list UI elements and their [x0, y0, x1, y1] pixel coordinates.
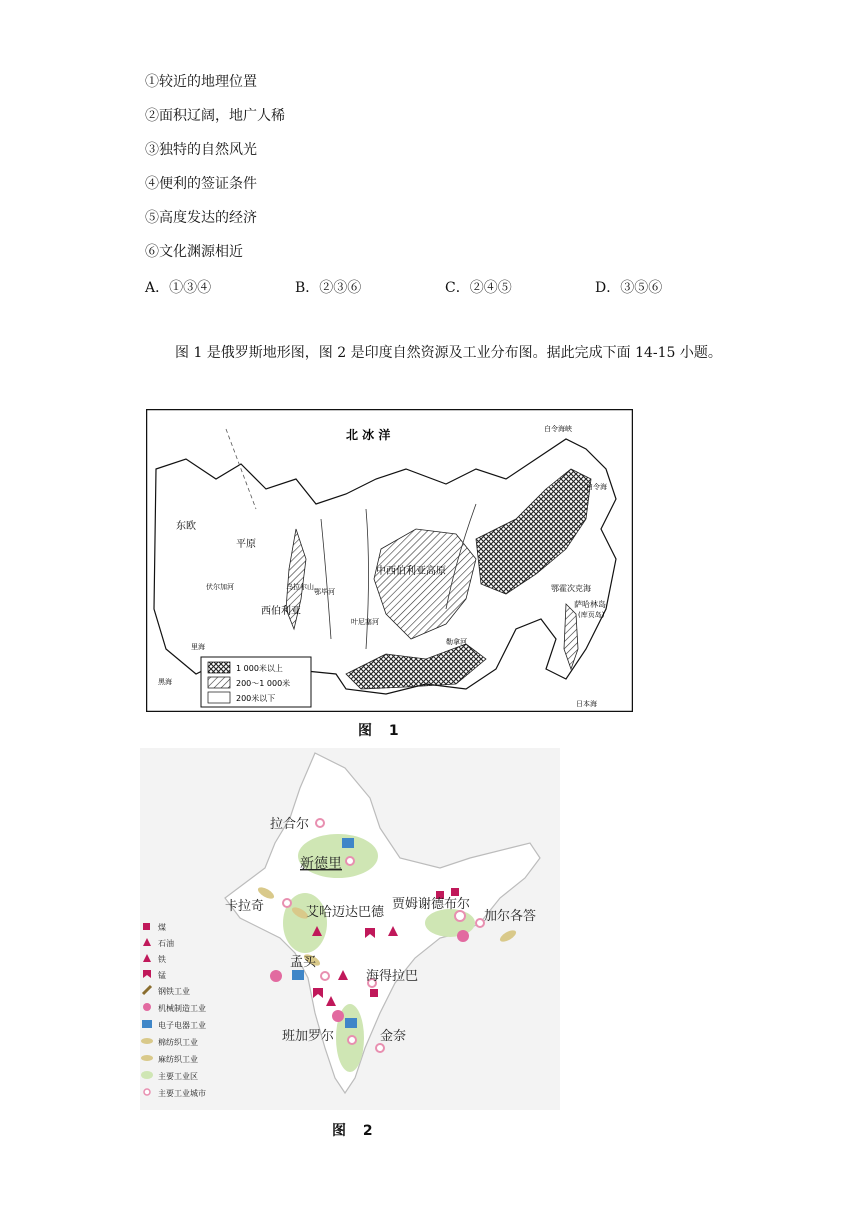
city-dot-jamshedpur — [455, 911, 465, 921]
machinery-icon-kolkata — [457, 930, 469, 942]
city-dot-lahore — [316, 819, 324, 827]
label-hyderabad: 海得拉巴 — [366, 969, 419, 984]
legend-oil: 石油 — [158, 939, 174, 948]
russia-map-svg — [146, 409, 633, 712]
city-dot-karachi — [283, 899, 291, 907]
coal-marker-3 — [370, 989, 378, 997]
label-mumbai: 孟买 — [290, 955, 317, 970]
city-dot-kolkata — [476, 919, 484, 927]
legend-coal: 煤 — [158, 923, 166, 932]
label-lena: 勒拿河 — [446, 638, 467, 646]
option-b[interactable]: B．②③⑥ — [295, 280, 362, 296]
legend-label-mid: 200～1 000米 — [236, 679, 291, 688]
label-chennai: 金奈 — [380, 1029, 407, 1044]
label-japan-sea: 日本海 — [576, 700, 597, 708]
label-yenisei: 叶尼塞河 — [351, 618, 379, 626]
legend-swatch-low — [208, 692, 230, 703]
label-bering-strait: 白令海峡 — [544, 425, 572, 433]
legend-city: 主要工业城市 — [158, 1089, 206, 1098]
figure2-caption: 图 2 — [332, 1123, 379, 1139]
statement-3: ③独特的自然风光 — [145, 142, 257, 158]
machinery-icon-bangalore — [332, 1010, 344, 1022]
electronics-icon-mumbai — [292, 970, 304, 980]
label-sakhalin: 萨哈林岛 — [574, 600, 606, 609]
option-a[interactable]: A．①③④ — [145, 280, 212, 296]
city-dot-mumbai — [321, 972, 329, 980]
legend-cotton: 棉纺织工业 — [158, 1038, 198, 1047]
legend-zone: 主要工业区 — [158, 1072, 198, 1081]
city-dot-bangalore — [348, 1036, 356, 1044]
coal-marker-2 — [451, 888, 459, 896]
machinery-icon-mumbai — [270, 970, 282, 982]
city-dot-delhi — [346, 857, 354, 865]
label-delhi: 新德里 — [300, 856, 342, 872]
statement-5: ⑤高度发达的经济 — [145, 210, 257, 226]
label-black-sea: 黑海 — [158, 678, 172, 686]
label-west-siberia: 西伯利亚 — [261, 606, 301, 617]
label-ahmedabad: 艾哈迈达巴德 — [306, 905, 385, 920]
label-okhotsk: 鄂霍次克海 — [551, 584, 591, 593]
label-kuye: (库页岛) — [578, 611, 605, 619]
legend-swatch-high — [208, 662, 230, 673]
label-ob: 鄂毕河 — [314, 588, 335, 596]
label-caspian: 里海 — [191, 643, 205, 651]
electronics-icon-delhi — [342, 838, 354, 848]
label-volga: 伏尔加河 — [206, 583, 234, 591]
label-karachi: 卡拉奇 — [225, 899, 265, 914]
option-c[interactable]: C．②④⑤ — [445, 280, 512, 296]
legend-machinery: 机械制造工业 — [158, 1004, 206, 1013]
label-bering-sea: 白令海 — [586, 483, 607, 491]
label-jamshedpur: 贾姆谢德布尔 — [392, 897, 471, 912]
india-map-svg — [140, 748, 560, 1110]
label-kolkata: 加尔各答 — [484, 909, 537, 924]
statement-4: ④便利的签证条件 — [145, 176, 257, 192]
label-plain: 平原 — [236, 539, 256, 550]
label-central-siberia: 中西伯利亚高原 — [376, 566, 446, 577]
legend-manganese: 锰 — [158, 971, 166, 980]
intro-paragraph: 图 1 是俄罗斯地形图，图 2 是印度自然资源及工业分布图。据此完成下面 14-15 小题。 — [175, 345, 722, 361]
figure1-caption: 图 1 — [358, 723, 405, 739]
label-arctic-ocean: 北 冰 洋 — [346, 428, 391, 442]
legend-steel: 钢铁工业 — [158, 987, 190, 996]
label-bangalore: 班加罗尔 — [282, 1029, 335, 1044]
legend-label-low: 200米以下 — [236, 694, 276, 703]
statement-2: ②面积辽阔，地广人稀 — [145, 108, 285, 124]
city-dot-chennai — [376, 1044, 384, 1052]
label-lahore: 拉合尔 — [270, 817, 310, 832]
india-industry-map — [140, 748, 560, 1110]
option-d[interactable]: D．③⑤⑥ — [595, 280, 663, 296]
legend-electronics: 电子电器工业 — [158, 1021, 206, 1030]
legend-iron: 铁 — [158, 955, 166, 964]
label-east-europe: 东欧 — [176, 521, 196, 532]
electronics-icon-bangalore — [345, 1018, 357, 1028]
statement-6: ⑥文化渊源相近 — [145, 244, 243, 260]
legend-jute: 麻纺织工业 — [158, 1055, 198, 1064]
legend-label-high: 1 000米以上 — [236, 664, 283, 673]
legend-swatch-mid — [208, 677, 230, 688]
label-ural: 乌拉尔山 — [286, 583, 314, 591]
statement-1: ①较近的地理位置 — [145, 74, 257, 90]
russia-terrain-map — [146, 409, 633, 712]
